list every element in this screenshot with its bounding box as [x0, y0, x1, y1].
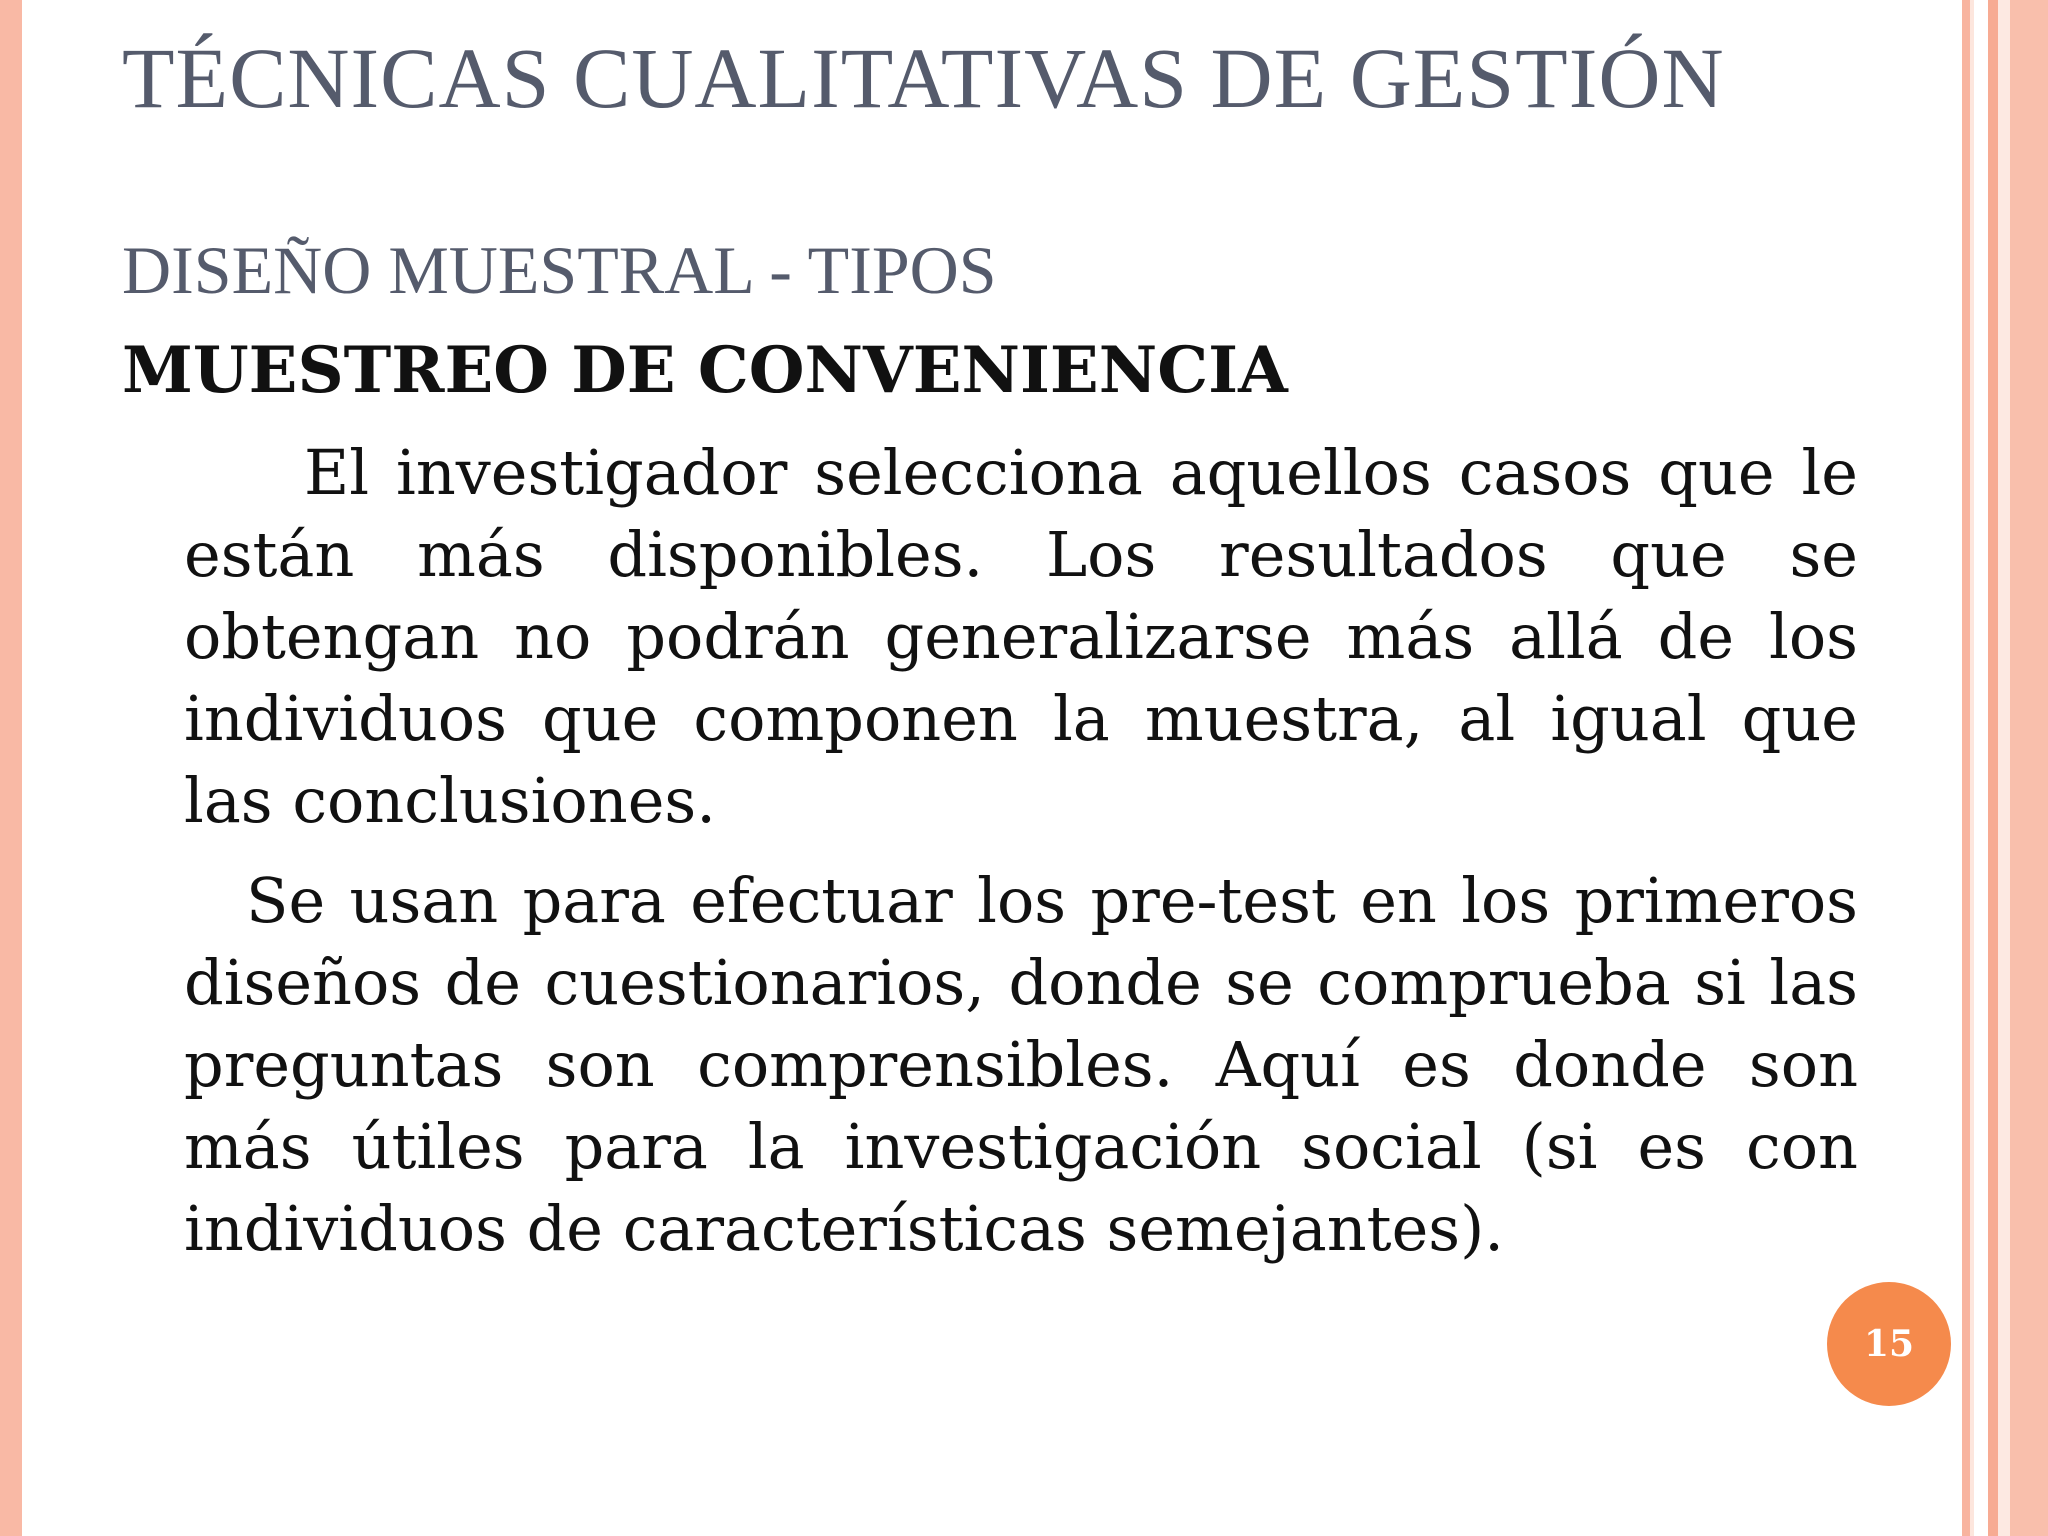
- body-paragraph-1: El investigador selecciona aquellos casos que le están más disponibles. Los resultados que se obtengan no podrán generalizarse más allá de los individuos que componen la muestra, al igual que las conclusiones.: [184, 436, 1858, 837]
- slide-subtitle: DISEÑO MUESTRAL - TIPOS: [122, 232, 997, 308]
- stripe: [2010, 0, 2048, 1536]
- left-border-decoration: [0, 0, 22, 1536]
- stripe: [1988, 0, 1998, 1536]
- stripe: [1970, 0, 1974, 1536]
- section-heading: MUESTREO DE CONVENIENCIA: [122, 333, 1288, 408]
- right-stripes-decoration: [1962, 0, 2048, 1536]
- body-paragraph-2: Se usan para efectuar los pre-test en los primeros diseños de cuestionarios, donde se comprueba si las preguntas son comprensibles. Aquí es donde son más útiles para la investigación social (si es con individuos de características semejantes).: [184, 864, 1858, 1265]
- slide-title: TÉCNICAS CUALITATIVAS DE GESTIÓN: [122, 30, 1725, 126]
- page-number-badge: 15: [1827, 1282, 1951, 1406]
- stripe: [1998, 0, 2010, 1536]
- stripe: [1962, 0, 1970, 1536]
